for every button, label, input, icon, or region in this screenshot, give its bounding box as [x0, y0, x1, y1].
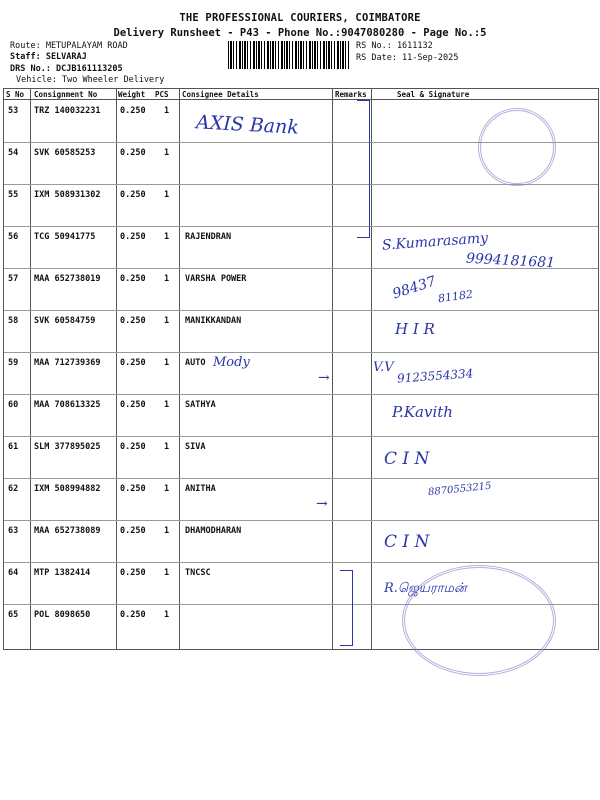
- row-consignee: MANIKKANDAN: [185, 316, 242, 326]
- row-weight: 0.250: [120, 484, 146, 494]
- signature-row-58: H I R: [395, 320, 435, 338]
- header-consignee: Consignee Details: [182, 90, 259, 99]
- column-divider: [179, 89, 180, 649]
- row-pcs: 1: [164, 274, 170, 284]
- column-divider: [371, 89, 372, 649]
- signature-row-60: P.Kavith: [392, 403, 453, 421]
- signature-row-64: R.ஜெயராமன்: [384, 581, 467, 596]
- phone-row-62: 8870553215: [427, 480, 493, 499]
- route-label: Route: METUPALAYAM ROAD: [10, 41, 128, 51]
- row-sno: 55: [8, 190, 19, 200]
- drs-number: DRS No.: DCJB161113205: [10, 64, 123, 74]
- row-consignment-no: MAA 652738089: [34, 526, 101, 536]
- rs-date: RS Date: 11-Sep-2025: [356, 53, 459, 63]
- column-divider: [332, 89, 333, 649]
- row-pcs: 1: [164, 148, 170, 158]
- row-sno: 60: [8, 400, 19, 410]
- row-sno: 57: [8, 274, 19, 284]
- row-weight: 0.250: [120, 610, 146, 620]
- row-weight: 0.250: [120, 526, 146, 536]
- header-pcs: PCS: [155, 90, 169, 99]
- handwritten-auto-suffix: Mody: [213, 355, 250, 370]
- bank-seal-stamp: [478, 108, 556, 186]
- row-divider: [4, 352, 598, 353]
- row-consignment-no: IXM 508994882: [34, 484, 101, 494]
- row-pcs: 1: [164, 316, 170, 326]
- row-consignee: RAJENDRAN: [185, 232, 232, 242]
- row-pcs: 1: [164, 442, 170, 452]
- row-consignee: AUTO: [185, 358, 206, 368]
- header-consignment: Consignment No: [34, 90, 98, 99]
- signature-row-59: V.V: [373, 360, 394, 375]
- row-sno: 62: [8, 484, 19, 494]
- row-divider: [4, 436, 598, 437]
- row-divider: [4, 562, 598, 563]
- staff-label: Staff: SELVARAJ: [10, 52, 87, 62]
- row-consignment-no: TRZ 140032231: [34, 106, 101, 116]
- vehicle-label: Vehicle: Two Wheeler Delivery: [16, 75, 165, 85]
- row-weight: 0.250: [120, 568, 146, 578]
- row-weight: 0.250: [120, 358, 146, 368]
- row-consignment-no: SVK 60584759: [34, 316, 96, 326]
- row-divider: [4, 310, 598, 311]
- row-pcs: 1: [164, 400, 170, 410]
- rs-number: RS No.: 1611132: [356, 41, 433, 51]
- remarks-bracket: [340, 570, 353, 646]
- row-pcs: 1: [164, 106, 170, 116]
- row-weight: 0.250: [120, 442, 146, 452]
- remarks-bracket: [357, 100, 370, 238]
- column-divider: [30, 89, 31, 649]
- row-pcs: 1: [164, 358, 170, 368]
- row-pcs: 1: [164, 568, 170, 578]
- row-weight: 0.250: [120, 106, 146, 116]
- row-sno: 64: [8, 568, 19, 578]
- arrow-icon: →: [318, 370, 330, 386]
- row-pcs: 1: [164, 232, 170, 242]
- row-pcs: 1: [164, 190, 170, 200]
- row-weight: 0.250: [120, 190, 146, 200]
- signature-row-56: S.Kumarasamy: [381, 230, 489, 254]
- row-divider: [4, 394, 598, 395]
- row-sno: 63: [8, 526, 19, 536]
- phone-row-57-a: 98437: [390, 273, 438, 303]
- row-sno: 65: [8, 610, 19, 620]
- row-sno: 59: [8, 358, 19, 368]
- row-weight: 0.250: [120, 400, 146, 410]
- phone-row-59: 9123554334: [396, 366, 474, 386]
- row-consignment-no: SLM 377895025: [34, 442, 101, 452]
- row-pcs: 1: [164, 610, 170, 620]
- header-rule: [4, 99, 598, 100]
- header-seal: Seal & Signature: [397, 90, 470, 99]
- row-consignee: TNCSC: [185, 568, 211, 578]
- row-consignment-no: TCG 50941775: [34, 232, 96, 242]
- row-sno: 61: [8, 442, 19, 452]
- header-weight: Weight: [118, 90, 146, 99]
- row-consignee: SATHYA: [185, 400, 216, 410]
- row-consignee: VARSHA POWER: [185, 274, 247, 284]
- row-pcs: 1: [164, 484, 170, 494]
- row-consignment-no: IXM 508931302: [34, 190, 101, 200]
- barcode-image: [228, 41, 350, 69]
- row-consignment-no: MTP 1382414: [34, 568, 91, 578]
- row-consignment-no: MAA 712739369: [34, 358, 101, 368]
- row-sno: 58: [8, 316, 19, 326]
- row-consignee: ANITHA: [185, 484, 216, 494]
- row-sno: 54: [8, 148, 19, 158]
- phone-row-56: 9994181681: [465, 250, 556, 272]
- runsheet-heading: Delivery Runsheet - P43 - Phone No.:9047080280 - Page No.:5: [113, 27, 487, 39]
- row-sno: 56: [8, 232, 19, 242]
- header-remarks: Remarks: [335, 90, 367, 99]
- row-divider: [4, 520, 598, 521]
- phone-row-57-b: 81182: [437, 287, 474, 306]
- row-consignee: SIVA: [185, 442, 206, 452]
- row-consignment-no: MAA 652738019: [34, 274, 101, 284]
- row-divider: [4, 478, 598, 479]
- row-sno: 53: [8, 106, 19, 116]
- row-consignment-no: MAA 708613325: [34, 400, 101, 410]
- row-weight: 0.250: [120, 232, 146, 242]
- row-divider: [4, 226, 598, 227]
- handwritten-axis-bank: AXIS Bank: [195, 111, 300, 139]
- header-sno: S No: [6, 90, 25, 99]
- row-weight: 0.250: [120, 148, 146, 158]
- column-divider: [116, 89, 117, 649]
- row-consignment-no: SVK 60585253: [34, 148, 96, 158]
- signature-row-61: C I N: [384, 449, 430, 469]
- arrow-icon: →: [316, 496, 328, 512]
- signature-row-63: C I N: [384, 532, 430, 552]
- company-title: THE PROFESSIONAL COURIERS, COIMBATORE: [179, 12, 421, 24]
- row-weight: 0.250: [120, 316, 146, 326]
- row-consignee: DHAMODHARAN: [185, 526, 242, 536]
- row-pcs: 1: [164, 526, 170, 536]
- row-weight: 0.250: [120, 274, 146, 284]
- row-consignment-no: POL 8098650: [34, 610, 91, 620]
